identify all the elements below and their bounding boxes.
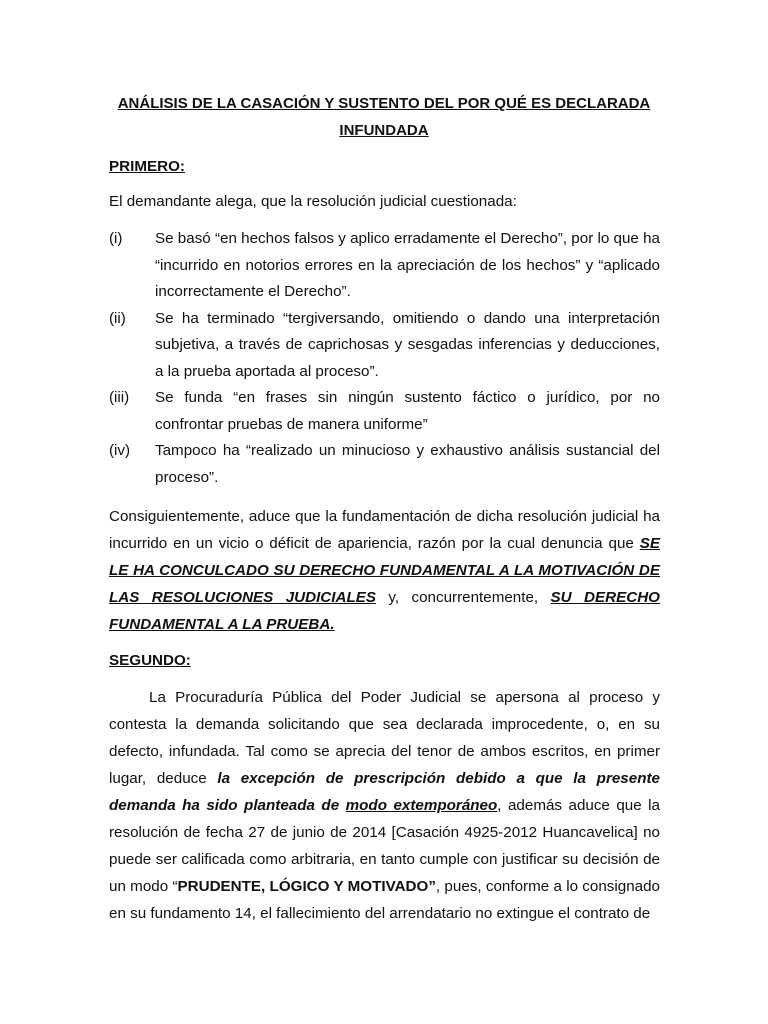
segundo-emphasis-prudente: PRUDENTE, LÓGICO Y MOTIVADO”	[177, 878, 436, 895]
list-item-text: Se funda “en frases sin ningún sustento fáctico o jurídico, por no confrontar pruebas de manera uniforme”	[155, 389, 660, 433]
section-heading-primero: PRIMERO:	[109, 158, 185, 175]
allegations-list	[109, 226, 660, 491]
segundo-text-3: , pues, conforme a lo consignado en su fundamento 14, el fallecimiento del arrendatario no extingue el contrato de	[109, 878, 660, 922]
segundo-emphasis-excepcion: la excepción de prescripción debido a que la presente demanda ha sido planteada de	[109, 770, 660, 814]
primero-conclusion	[109, 503, 660, 638]
conclusion-emphasis-motivacion: SE LE HA CONCULCADO SU DERECHO FUNDAMENTAL A LA MOTIVACIÓN DE LAS RESOLUCIONES JUDICIALES	[109, 535, 660, 606]
primero-intro: El demandante alega, que la resolución judicial cuestionada:	[109, 193, 517, 210]
segundo-text-1: La Procuraduría Pública del Poder Judicial se apersona al proceso y contesta la demanda solicitando que sea declarada improcedente, o, en su defecto, infundada. Tal como se aprecia del tenor de ambos escritos, en primer lugar, deduce	[109, 689, 660, 787]
list-item-text: Se ha terminado “tergiversando, omitiendo o dando una interpretación subjetiva, a través de caprichosas y sesgadas inferencias y deducciones, a la prueba aportada al proceso”.	[155, 309, 660, 380]
document-title: ANÁLISIS DE LA CASACIÓN Y SUSTENTO DEL POR QUÉ ES DECLARADA INFUNDADA	[117, 95, 651, 139]
section-heading-segundo: SEGUNDO:	[109, 652, 191, 669]
list-item-text: Tampoco ha “realizado un minucioso y exhaustivo análisis sustancial del proceso”.	[155, 442, 660, 486]
list-item-number: (iv)	[109, 442, 131, 459]
list-item-number: (iii)	[109, 389, 130, 406]
conclusion-text-1: Consiguientemente, aduce que la fundamentación de dicha resolución judicial ha incurrido en un vicio o déficit de apariencia, razón por la cual denuncia que	[109, 508, 660, 552]
list-item	[109, 226, 660, 306]
segundo-emphasis-extemporaneo: modo extemporáneo	[345, 797, 498, 814]
list-item	[109, 438, 660, 491]
list-item	[109, 306, 660, 386]
conclusion-text-2: y, concurrentemente,	[376, 589, 551, 606]
segundo-paragraph	[109, 684, 660, 927]
list-item-number: (ii)	[109, 309, 126, 327]
list-item-number: (i)	[109, 230, 123, 247]
list-item-text: Se basó “en hechos falsos y aplico erradamente el Derecho”, por lo que ha “incurrido en notorios errores en la apreciación de los hechos” y “aplicado incorrectamente el Derecho”.	[155, 230, 660, 300]
segundo-text-2: , además aduce que la resolución de fecha 27 de junio de 2014 [Casación 4925-2012 Huancavelica] no puede ser calificada como arbitraria, en tanto cumple con justificar su decisión de un modo “	[109, 797, 660, 895]
conclusion-emphasis-prueba: SU DERECHO FUNDAMENTAL A LA PRUEBA.	[109, 589, 660, 633]
list-item	[109, 385, 660, 438]
